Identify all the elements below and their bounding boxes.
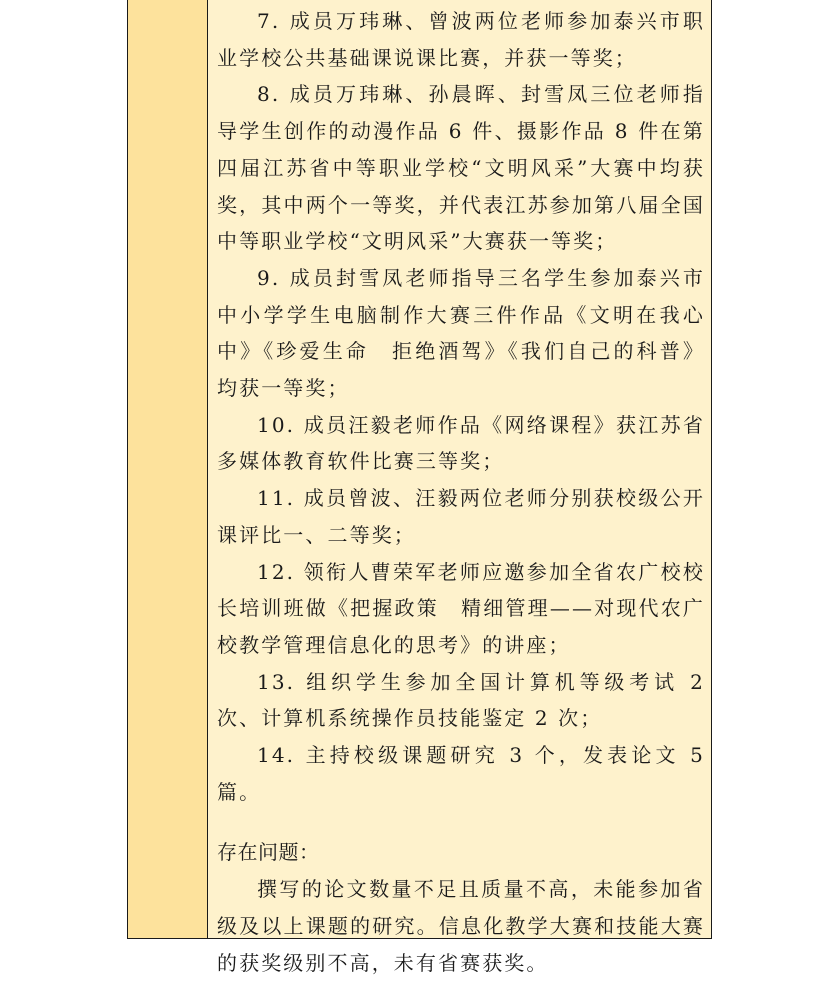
problems-heading: 存在问题： — [217, 840, 320, 865]
achievement-item-11: 11. 成员曾波、汪毅两位老师分别获校级公开课评比一、二等奖； — [217, 486, 705, 547]
achievement-item-13: 13. 组织学生参加全国计算机等级考试 2 次、计算机系统操作员技能鉴定 2 次； — [217, 669, 705, 731]
achievement-item-9: 9. 成员封雪凤老师指导三名学生参加泰兴市中小学学生电脑制作大赛三件作品《文明在我心中》《珍爱生命 拒绝酒驾》《我们自己的科普》均获一等奖； — [217, 265, 705, 401]
achievement-item-10: 10. 成员汪毅老师作品《网络课程》获江苏省多媒体教育软件比赛三等奖； — [217, 412, 705, 474]
problems-text: 撰写的论文数量不足且质量不高，未能参加省级及以上课题的研究。信息化教学大赛和技能大赛的获奖级别不高，未有省赛获奖。 — [217, 877, 705, 975]
achievement-item-12: 12. 领衔人曹荣军老师应邀参加全省农广校校长培训班做《把握政策 精细管理——对现代农广校教学管理信息化的思考》的讲座； — [217, 559, 705, 657]
content-cell — [208, 0, 711, 975]
table-frame — [127, 0, 712, 975]
label-cell — [128, 0, 208, 938]
achievement-item-7: 7. 成员万玮琳、曾波两位老师参加泰兴市职业学校公共基础课说课比赛，并获一等奖； — [217, 9, 705, 70]
achievement-item-14: 14. 主持校级课题研究 3 个，发表论文 5 篇。 — [217, 743, 705, 804]
achievement-item-8: 8. 成员万玮琳、孙晨晖、封雪凤三位老师指导学生创作的动漫作品 6 件、摄影作品 8 件在第四届江苏省中等职业学校“文明风采”大赛中均获奖，其中两个一等奖，并代表江苏参加第八届全国中等职业学校“文明风采”大赛获一等奖； — [217, 82, 705, 254]
section-spacer — [217, 810, 705, 834]
